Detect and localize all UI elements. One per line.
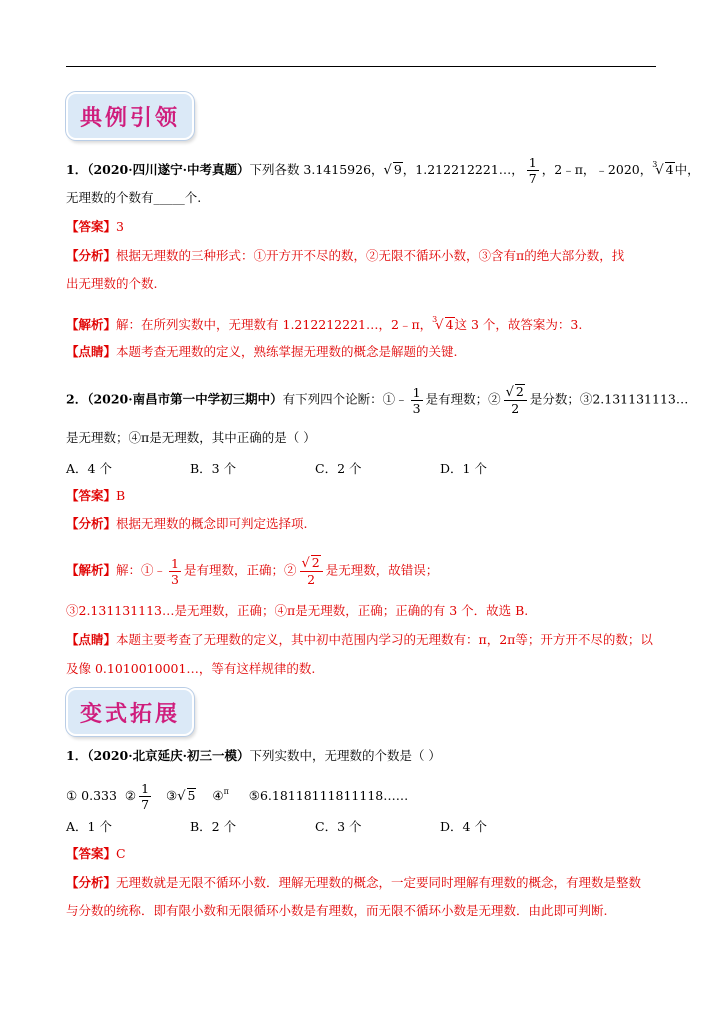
q2-text-b: 是有理数；② [425, 391, 501, 407]
frac-den: 2 [307, 572, 316, 587]
q1-text-b: ，1.212212221…， [402, 162, 524, 177]
cbrt-icon: √ [435, 318, 444, 333]
frac-den: 7 [141, 797, 150, 812]
q1-text-c: ，2﹣π，﹣2020， [541, 162, 653, 177]
q1-number: 1． [66, 162, 88, 177]
solution-cbrt: 4 [445, 317, 454, 332]
q1-analysis-line1 [66, 248, 624, 264]
q2-fraction-1 [411, 385, 423, 416]
q2-solution-line1 [66, 555, 438, 587]
q3-analysis-line1 [66, 875, 641, 891]
solution-label: 【解析】 [66, 562, 117, 578]
q1-cbrt-4: 4 [665, 162, 674, 177]
frac-den: 3 [171, 571, 179, 587]
q2-source: （2020·南昌市第一中学初三期中） [87, 391, 283, 407]
q2-solution-line2: ③2.131131113…是无理数，正确；④π是无理数，正确；正确的有 3 个．故选 B. [66, 603, 529, 618]
analysis-text: 无理数就是无限不循环小数．理解无理数的概念，一定要同时理解有理数的概念，有理数是整数 [116, 875, 642, 890]
frac-num [504, 384, 527, 401]
analysis-label: 【分析】 [66, 248, 117, 263]
solution-label: 【解析】 [66, 317, 117, 332]
q1-sqrt-9: 9 [393, 162, 402, 177]
q1-analysis-line2: 出无理数的个数. [66, 276, 158, 291]
answer-value: C [116, 846, 126, 861]
answer-label: 【答案】 [66, 219, 117, 234]
q1-text-a: 下列各数 3.1415926， [249, 162, 384, 177]
q1-comment [66, 344, 458, 360]
section-banner-examples [66, 92, 194, 140]
analysis-label: 【分析】 [66, 516, 117, 531]
frac-num: 1 [412, 384, 421, 400]
analysis-label: 【分析】 [66, 875, 117, 890]
q2-number: 2． [66, 391, 88, 407]
q2-stem-line1 [66, 384, 688, 416]
q3-analysis-line2: 与分数的统称．即有限小数和无限循环小数是有理数，而无限不循环小数是无理数．由此即可判断. [66, 903, 608, 918]
q3-item5: ⑤6.18118111811118…… [248, 788, 409, 803]
q2-stem-line2: 是无理数；④π是无理数，其中正确的是（ ） [66, 430, 316, 445]
q3-answer [66, 846, 126, 862]
answer-value: 3 [116, 219, 124, 234]
sqrt-icon: √ [383, 163, 392, 178]
q2-text-a: 有下列四个论断：①﹣ [282, 391, 408, 407]
analysis-text: 根据无理数的三种形式：①开方开不尽的数，②无限不循环小数，③含有π的绝大部分数，找 [116, 248, 625, 263]
q3-option-b[interactable]: B．2 个 [190, 819, 237, 834]
q2-comment-line2: 及像 0.1010010001…，等有这样规律的数. [66, 661, 316, 676]
sqrt-icon: √ [301, 556, 310, 571]
comment-text: 本题主要考查了无理数的定义，其中初中范围内学习的无理数有：π，2π等；开方开不尽的数；以 [116, 632, 653, 647]
q1-text-d: 中， [674, 162, 700, 177]
q3-item4-pi: π [223, 787, 229, 796]
q3-source: （2020·北京延庆·初三一模） [87, 748, 250, 763]
header-rule [66, 66, 656, 67]
q2-fraction-2 [504, 384, 527, 416]
q3-item1: ① 0.333 [66, 788, 117, 803]
q3-option-d[interactable]: D．4 个 [440, 819, 487, 834]
frac-num [300, 555, 323, 572]
answer-label: 【答案】 [66, 846, 117, 861]
cbrt-icon: √ [655, 163, 664, 178]
q2-analysis [66, 516, 308, 532]
sqrt-radicand: 2 [311, 555, 320, 570]
q3-stem [66, 748, 441, 764]
frac-num: 1 [141, 781, 150, 796]
q3-item2: ② [124, 788, 137, 803]
sqrt-radicand: 2 [515, 384, 524, 399]
sqrt-icon: √ [505, 385, 514, 400]
comment-text: 本题考查无理数的定义，熟练掌握无理数的概念是解题的关键. [116, 344, 458, 359]
q3-items [66, 781, 408, 812]
q1-solution [66, 312, 582, 334]
solution-text-b: 这 3 个，故答案为：3. [454, 317, 583, 332]
cbrt-index: 3 [432, 315, 438, 324]
q2-option-a[interactable]: A．4 个 [66, 461, 112, 476]
q1-stem-line2: 无理数的个数有_____个. [66, 190, 202, 205]
frac-num: 1 [171, 555, 179, 571]
section-banner-extension [66, 688, 194, 736]
q2-comment-line1 [66, 632, 653, 648]
cbrt-index: 3 [652, 160, 658, 169]
q3-option-a[interactable]: A．1 个 [66, 819, 112, 834]
q2-answer [66, 488, 125, 504]
solution-text-c: 是无理数，故错误； [325, 562, 439, 578]
q3-text: 下列实数中，无理数的个数是（ ） [249, 748, 441, 763]
q3-item4: ④ [212, 788, 224, 803]
q2-option-d[interactable]: D．1 个 [440, 461, 487, 476]
q2-text-c: 是分数；③2.131131113… [529, 391, 689, 407]
q3-fraction [139, 781, 151, 812]
sqrt-icon: √ [177, 789, 186, 804]
q1-answer [66, 219, 124, 235]
solution-text-b: 是有理数，正确；② [183, 562, 297, 578]
q2-option-c[interactable]: C．2 个 [315, 461, 362, 476]
frac-den: 3 [412, 400, 421, 416]
q1-source: （2020·四川遂宁·中考真题） [87, 162, 250, 177]
answer-label: 【答案】 [66, 488, 117, 503]
q1-stem-line1 [66, 155, 700, 186]
comment-label: 【点睛】 [66, 632, 117, 647]
answer-value: B [116, 488, 126, 503]
q3-item3: ③ [166, 788, 178, 803]
q2-option-b[interactable]: B．3 个 [190, 461, 237, 476]
q1-fraction [527, 155, 539, 186]
q3-sqrt-5: 5 [187, 788, 196, 803]
solution-text-a: 解：在所列实数中，无理数有 1.212212221…，2﹣π， [116, 317, 433, 332]
q3-number: 1． [66, 748, 88, 763]
banner-title: 典例引领 [79, 105, 180, 131]
comment-label: 【点睛】 [66, 344, 117, 359]
frac-den: 2 [511, 401, 520, 416]
solution-fraction-2 [300, 555, 323, 587]
solution-fraction-1 [169, 556, 181, 587]
analysis-text: 根据无理数的概念即可判定选择项. [116, 516, 308, 531]
banner-title: 变式拓展 [79, 701, 180, 727]
frac-num: 1 [528, 155, 537, 170]
frac-den: 7 [528, 171, 537, 186]
q3-option-c[interactable]: C．3 个 [315, 819, 362, 834]
solution-text-a: 解：①﹣ [116, 562, 167, 578]
